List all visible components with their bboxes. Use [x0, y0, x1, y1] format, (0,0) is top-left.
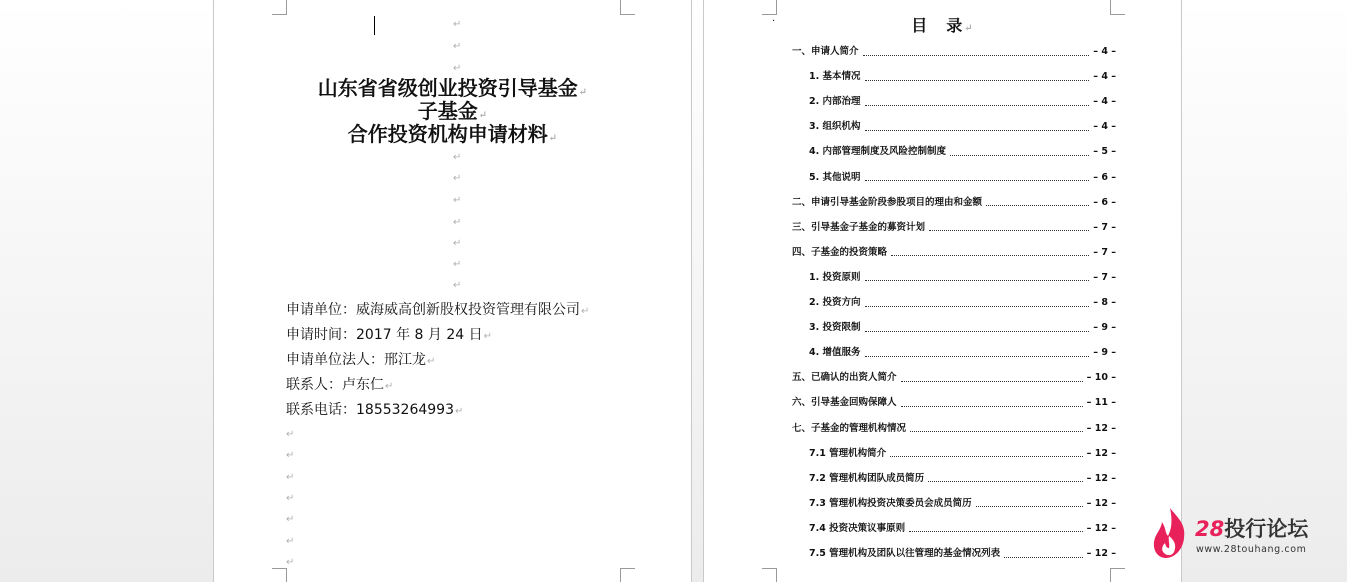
toc-heading: 目 录↵ [911, 16, 974, 35]
contact-phone: 联系电话：18553264993↵ [286, 402, 464, 418]
text-cursor [374, 16, 375, 35]
toc-leader-dots [865, 306, 1090, 307]
paragraph-mark: ↵ [286, 514, 295, 525]
toc-leader-dots [976, 506, 1083, 507]
toc-entry-text: 六、引导基金回购保障人 [792, 397, 897, 409]
toc-leader-dots [929, 230, 1089, 231]
toc-entry[interactable] [809, 547, 1116, 561]
crop-mark [272, 568, 287, 582]
toc-entry[interactable] [792, 221, 1116, 235]
toc-entry[interactable] [792, 396, 1116, 410]
toc-entry-text: 1. 投资原则 [809, 271, 861, 283]
toc-leader-dots [910, 431, 1083, 432]
toc-page-number: – 4 – [1093, 71, 1116, 83]
toc-entry-text: 二、申请引导基金阶段参股项目的理由和金额 [792, 196, 983, 208]
toc-entry[interactable] [792, 45, 1116, 59]
toc-leader-dots [865, 356, 1090, 357]
toc-page-number: – 12 – [1086, 447, 1116, 459]
toc-entry[interactable] [809, 296, 1116, 310]
toc-entry-text: 1. 基本情况 [809, 71, 861, 83]
toc-entry[interactable] [809, 271, 1116, 285]
toc-page-number: – 8 – [1093, 297, 1116, 308]
toc-entry[interactable] [792, 422, 1116, 436]
toc-page-number: – 7 – [1093, 221, 1116, 233]
flame-icon [1152, 506, 1192, 560]
toc-leader-dots [890, 456, 1083, 457]
toc-entry-text: 五、已确认的出资人简介 [792, 372, 897, 384]
paragraph-mark: ↵ [286, 557, 295, 568]
toc-page-number: – 6 – [1093, 171, 1116, 183]
toc-leader-dots [928, 481, 1083, 482]
paragraph-mark: ↵ [453, 259, 462, 270]
crop-mark [272, 0, 287, 15]
toc-leader-dots [950, 155, 1089, 156]
toc-leader-dots [1004, 557, 1083, 558]
toc-leader-dots [865, 331, 1090, 332]
applicant-unit: 申请单位：威海威高创新股权投资管理有限公司↵ [286, 302, 590, 318]
paragraph-mark: ↵ [453, 238, 462, 249]
toc-entry[interactable] [809, 171, 1116, 185]
toc-entry-text: 4. 内部管理制度及风险控制制度 [809, 146, 947, 158]
paragraph-mark: ↵ [453, 41, 462, 52]
toc-entry-text: 四、子基金的投资策略 [792, 246, 888, 258]
toc-entry-text: 7.1 管理机构简介 [809, 447, 887, 459]
contact-person: 联系人：卢东仁↵ [286, 377, 394, 393]
crop-mark [620, 568, 635, 582]
toc-entry-text: 7.3 管理机构投资决策委员会成员简历 [809, 497, 972, 509]
toc-entry[interactable] [809, 95, 1116, 109]
toc-leader-dots [901, 406, 1083, 407]
toc-entry[interactable] [792, 246, 1116, 260]
toc-leader-dots [865, 80, 1090, 81]
toc-leader-dots [986, 205, 1089, 206]
logo-url: www.28touhang.com [1196, 544, 1307, 555]
toc-page-number: – 6 – [1093, 196, 1116, 208]
toc-entry-text: 5. 其他说明 [809, 171, 861, 183]
paragraph-mark: ↵ [453, 280, 462, 291]
toc-leader-dots [901, 381, 1083, 382]
paragraph-mark: ↵ [453, 19, 462, 30]
toc-entry-text: 一、申请人简介 [792, 46, 859, 57]
toc-entry-text: 4. 增值服务 [809, 347, 861, 359]
toc-page-number: – 4 – [1093, 121, 1116, 133]
toc-entry[interactable] [792, 196, 1116, 210]
paragraph-mark: ↵ [286, 536, 295, 547]
cover-title-line-1: 山东省省级创业投资引导基金↵ [317, 76, 588, 100]
toc-leader-dots [865, 180, 1090, 181]
cover-title-line-2: 子基金↵ [417, 99, 488, 123]
logo-text: 28投行论坛 [1195, 517, 1309, 541]
toc-entry-text: 7.5 管理机构及团队以往管理的基金情况列表 [809, 548, 1001, 559]
toc-page-number: – 9 – [1093, 322, 1116, 334]
toc-page-number: – 12 – [1086, 497, 1116, 509]
toc-entry-text: 3. 组织机构 [809, 121, 861, 133]
toc-entry[interactable] [809, 145, 1116, 159]
toc-entry-text: 7.4 投资决策议事原则 [809, 522, 906, 534]
toc-leader-dots [909, 531, 1083, 532]
toc-leader-dots [865, 105, 1090, 106]
paragraph-mark: ↵ [286, 493, 295, 504]
toc-leader-dots [865, 280, 1090, 281]
toc-entry[interactable] [792, 371, 1116, 385]
crop-mark [762, 568, 777, 582]
toc-entry-text: 三、引导基金子基金的募资计划 [792, 221, 926, 233]
toc-entry-text: 3. 投资限制 [809, 322, 861, 334]
crop-mark [1110, 0, 1125, 15]
toc-leader-dots [863, 55, 1090, 56]
toc-leader-dots [865, 130, 1090, 131]
paragraph-mark: ↵ [286, 450, 295, 461]
paragraph-mark: ↵ [453, 63, 462, 74]
toc-entry-text: 7.2 管理机构团队成员简历 [809, 472, 925, 484]
toc-page-number: – 12 – [1086, 472, 1116, 484]
paragraph-mark: ↵ [453, 195, 462, 206]
application-date: 申请时间：2017 年 8 月 24 日↵ [286, 327, 492, 343]
toc-page-number: – 7 – [1093, 246, 1116, 258]
toc-entry-text: 2. 内部治理 [809, 96, 861, 108]
document-page-cover[interactable] [213, 0, 692, 582]
crop-mark [762, 0, 777, 15]
paragraph-mark: ↵ [286, 472, 295, 483]
toc-entry[interactable] [809, 472, 1116, 486]
toc-page-number: – 12 – [1086, 548, 1116, 559]
toc-page-number: – 11 – [1086, 397, 1116, 409]
toc-entry[interactable] [809, 497, 1116, 511]
cover-title-line-3: 合作投资机构申请材料↵ [347, 122, 558, 146]
forum-logo [1152, 506, 1327, 562]
crop-mark [1110, 568, 1125, 582]
toc-page-number: – 12 – [1086, 422, 1116, 434]
toc-page-number: – 4 – [1093, 96, 1116, 108]
paragraph-mark: ↵ [453, 152, 462, 163]
toc-page-number: – 12 – [1086, 522, 1116, 534]
toc-page-number: – 5 – [1093, 146, 1116, 158]
toc-entry-text: 2. 投资方向 [809, 297, 861, 308]
toc-leader-dots [891, 255, 1089, 256]
legal-representative: 申请单位法人：邢江龙↵ [286, 352, 436, 368]
toc-entry[interactable] [809, 346, 1116, 360]
toc-page-number: – 4 – [1093, 46, 1116, 57]
paragraph-mark: ↵ [453, 173, 462, 184]
paragraph-mark: ↵ [286, 429, 295, 440]
paragraph-dot-mark: · [772, 16, 776, 27]
paragraph-mark: ↵ [453, 217, 462, 228]
crop-mark [620, 0, 635, 15]
toc-page-number: – 10 – [1086, 372, 1116, 384]
toc-entry[interactable] [809, 522, 1116, 536]
toc-entry[interactable] [809, 447, 1116, 461]
toc-entry[interactable] [809, 120, 1116, 134]
toc-entry[interactable] [809, 70, 1116, 84]
toc-page-number: – 9 – [1093, 347, 1116, 359]
toc-entry-text: 七、子基金的管理机构情况 [792, 422, 907, 434]
toc-page-number: – 7 – [1093, 271, 1116, 283]
document-page-toc[interactable] [703, 0, 1182, 582]
toc-entry[interactable] [809, 321, 1116, 335]
